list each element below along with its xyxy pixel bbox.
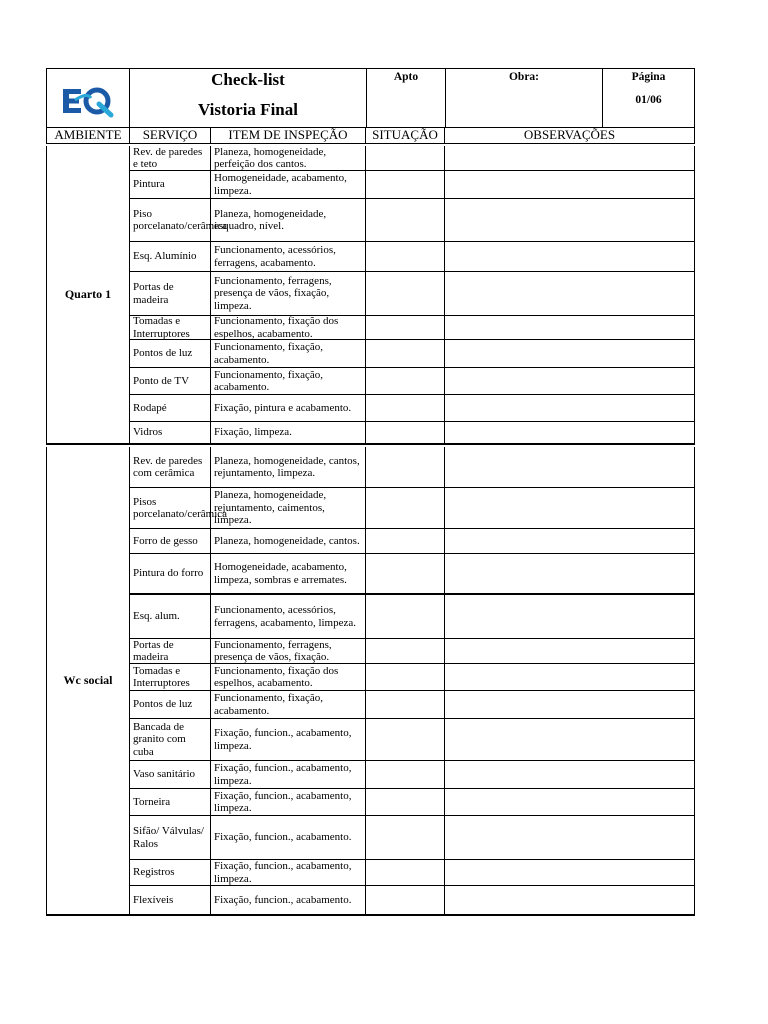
- table-row: [130, 422, 694, 443]
- observacoes-cell[interactable]: [445, 488, 694, 528]
- servico-cell: Portas de madeira: [130, 639, 211, 663]
- situacao-cell[interactable]: [366, 816, 445, 859]
- situacao-cell[interactable]: [366, 368, 445, 394]
- table-row: [130, 368, 694, 395]
- observacoes-cell[interactable]: [445, 272, 694, 315]
- situacao-cell[interactable]: [366, 719, 445, 760]
- col-header-item: ITEM DE INSPEÇÃO: [211, 128, 366, 143]
- servico-cell: Esq. Alumínio: [130, 242, 211, 271]
- situacao-cell[interactable]: [366, 554, 445, 593]
- table-row: [130, 664, 694, 691]
- sections-container: [46, 146, 695, 916]
- observacoes-cell[interactable]: [445, 761, 694, 788]
- observacoes-cell[interactable]: [445, 860, 694, 885]
- item-cell: Funcionamento, ferragens, presença de vãos, fixação.: [211, 639, 366, 663]
- servico-cell: Pontos de luz: [130, 691, 211, 718]
- observacoes-cell[interactable]: [445, 199, 694, 241]
- logo-cell: [47, 69, 130, 127]
- servico-cell: Flexíveis: [130, 886, 211, 914]
- item-cell: Fixação, funcion., acabamento, limpeza.: [211, 761, 366, 788]
- item-cell: Funcionamento, fixação, acabamento.: [211, 368, 366, 394]
- observacoes-cell[interactable]: [445, 554, 694, 593]
- servico-cell: Piso porcelanato/cerâmica: [130, 199, 211, 241]
- item-cell: Funcionamento, fixação dos espelhos, acabamento.: [211, 316, 366, 339]
- observacoes-cell[interactable]: [445, 242, 694, 271]
- col-header-observacoes: OBSERVAÇÕES: [523, 127, 616, 142]
- situacao-cell[interactable]: [366, 860, 445, 885]
- observacoes-cell[interactable]: [445, 886, 694, 914]
- situacao-cell[interactable]: [366, 529, 445, 553]
- item-cell: Fixação, funcion., acabamento, limpeza.: [211, 860, 366, 885]
- table-row: [130, 242, 694, 272]
- situacao-cell[interactable]: [366, 340, 445, 367]
- observacoes-cell[interactable]: [445, 395, 694, 421]
- eq-logo-icon: [61, 86, 113, 116]
- item-cell: Funcionamento, fixação, acabamento.: [211, 691, 366, 718]
- col-header-servico: SERVIÇO: [130, 128, 211, 143]
- item-cell: Fixação, limpeza.: [211, 422, 366, 443]
- page-number: 01/06: [635, 94, 662, 106]
- observacoes-cell[interactable]: [445, 368, 694, 394]
- servico-cell: Torneira: [130, 789, 211, 815]
- title-cell: [130, 69, 367, 127]
- situacao-cell[interactable]: [366, 199, 445, 241]
- servico-cell: Sifão/ Válvulas/ Ralos: [130, 816, 211, 859]
- obra-field[interactable]: [446, 69, 603, 127]
- situacao-cell[interactable]: [366, 171, 445, 198]
- apto-label: Apto: [393, 71, 419, 83]
- form-header: [46, 68, 695, 128]
- page-label: Página: [631, 71, 666, 83]
- rows-container: [130, 146, 694, 443]
- observacoes-cell[interactable]: [445, 639, 694, 663]
- situacao-cell[interactable]: [366, 395, 445, 421]
- section-0: [46, 146, 695, 445]
- item-cell: Planeza, homogeneidade, perfeição dos cantos.: [211, 146, 366, 170]
- obra-label: Obra:: [508, 71, 540, 83]
- table-row: [130, 340, 694, 368]
- situacao-cell[interactable]: [366, 761, 445, 788]
- apto-field[interactable]: [367, 69, 446, 127]
- servico-cell: Vaso sanitário: [130, 761, 211, 788]
- table-row: [130, 860, 694, 886]
- observacoes-cell[interactable]: [445, 340, 694, 367]
- situacao-cell[interactable]: [366, 316, 445, 339]
- table-row: [130, 395, 694, 422]
- ambiente-label: Quarto 1: [47, 146, 130, 443]
- item-cell: Planeza, homogeneidade, cantos.: [211, 529, 366, 553]
- servico-cell: Pintura do forro: [130, 554, 211, 593]
- situacao-cell[interactable]: [366, 422, 445, 443]
- servico-cell: Tomadas e Interruptores: [130, 664, 211, 690]
- form-subtitle: Vistoria Final: [198, 100, 298, 119]
- column-header-row: [46, 128, 695, 144]
- item-cell: Planeza, homogeneidade, esquadro, nível.: [211, 199, 366, 241]
- observacoes-cell[interactable]: [445, 691, 694, 718]
- servico-cell: Rev. de paredes com cerâmica: [130, 447, 211, 487]
- observacoes-cell[interactable]: [445, 664, 694, 690]
- item-cell: Funcionamento, fixação, acabamento.: [211, 340, 366, 367]
- table-row: [130, 316, 694, 340]
- table-row: [130, 447, 694, 488]
- situacao-cell[interactable]: [366, 886, 445, 914]
- item-cell: Fixação, pintura e acabamento.: [211, 395, 366, 421]
- servico-cell: Bancada de granito com cuba: [130, 719, 211, 760]
- form-title: Check-list: [211, 70, 285, 89]
- item-cell: Planeza, homogeneidade, rejuntamento, caimentos, limpeza.: [211, 488, 366, 528]
- situacao-cell[interactable]: [366, 272, 445, 315]
- servico-cell: Rev. de paredes e teto: [130, 146, 211, 170]
- item-cell: Fixação, funcion., acabamento.: [211, 816, 366, 859]
- item-cell: Homogeneidade, acabamento, limpeza, sombras e arremates.: [211, 554, 366, 593]
- checklist-sheet: [46, 68, 695, 916]
- item-cell: Fixação, funcion., acabamento, limpeza.: [211, 719, 366, 760]
- observacoes-cell[interactable]: [445, 146, 694, 170]
- col-header-ambiente: AMBIENTE: [47, 128, 130, 143]
- servico-cell: Esq. alum.: [130, 595, 211, 638]
- item-cell: Fixação, funcion., acabamento.: [211, 886, 366, 914]
- observacoes-cell[interactable]: [445, 447, 694, 487]
- table-row: [130, 816, 694, 860]
- table-row: [130, 554, 694, 595]
- servico-cell: Rodapé: [130, 395, 211, 421]
- observacoes-cell[interactable]: [445, 595, 694, 638]
- servico-cell: Tomadas e Interruptores: [130, 316, 211, 339]
- situacao-cell[interactable]: [366, 146, 445, 170]
- table-row: [130, 761, 694, 789]
- table-row: [130, 529, 694, 554]
- situacao-cell[interactable]: [366, 595, 445, 638]
- table-row: [130, 691, 694, 719]
- table-row: [130, 488, 694, 529]
- rows-container: [130, 447, 694, 914]
- servico-cell: Pintura: [130, 171, 211, 198]
- servico-cell: Registros: [130, 860, 211, 885]
- situacao-cell[interactable]: [366, 691, 445, 718]
- servico-cell: Pontos de luz: [130, 340, 211, 367]
- ambiente-label: Wc social: [47, 447, 130, 914]
- servico-cell: Ponto de TV: [130, 368, 211, 394]
- situacao-cell[interactable]: [366, 242, 445, 271]
- table-row: [130, 171, 694, 199]
- item-cell: Planeza, homogeneidade, cantos, rejuntamento, limpeza.: [211, 447, 366, 487]
- col-header-situacao: SITUAÇÃO: [366, 128, 445, 143]
- table-row: [130, 886, 694, 914]
- section-1: [46, 447, 695, 916]
- servico-cell: Pisos porcelanato/cerâmica: [130, 488, 211, 528]
- table-row: [130, 639, 694, 664]
- observacoes-cell[interactable]: [445, 529, 694, 553]
- observacoes-cell[interactable]: [445, 316, 694, 339]
- observacoes-cell[interactable]: [445, 171, 694, 198]
- item-cell: Funcionamento, acessórios, ferragens, acabamento, limpeza.: [211, 595, 366, 638]
- situacao-cell[interactable]: [366, 639, 445, 663]
- situacao-cell[interactable]: [366, 488, 445, 528]
- table-row: [130, 719, 694, 761]
- table-row: [130, 595, 694, 639]
- servico-cell: Portas de madeira: [130, 272, 211, 315]
- observacoes-cell[interactable]: [445, 789, 694, 815]
- situacao-cell[interactable]: [366, 789, 445, 815]
- observacoes-cell[interactable]: [445, 719, 694, 760]
- situacao-cell[interactable]: [366, 664, 445, 690]
- table-row: [130, 199, 694, 242]
- item-cell: Funcionamento, fixação dos espelhos, acabamento.: [211, 664, 366, 690]
- item-cell: Fixação, funcion., acabamento, limpeza.: [211, 789, 366, 815]
- table-row: [130, 789, 694, 816]
- table-row: [130, 272, 694, 316]
- table-row: [130, 146, 694, 171]
- item-cell: Funcionamento, ferragens, presença de vãos, fixação, limpeza.: [211, 272, 366, 315]
- page-cell: [603, 69, 694, 127]
- servico-cell: Forro de gesso: [130, 529, 211, 553]
- item-cell: Funcionamento, acessórios, ferragens, acabamento.: [211, 242, 366, 271]
- situacao-cell[interactable]: [366, 447, 445, 487]
- observacoes-cell[interactable]: [445, 422, 694, 443]
- observacoes-cell[interactable]: [445, 816, 694, 859]
- servico-cell: Vidros: [130, 422, 211, 443]
- item-cell: Homogeneidade, acabamento, limpeza.: [211, 171, 366, 198]
